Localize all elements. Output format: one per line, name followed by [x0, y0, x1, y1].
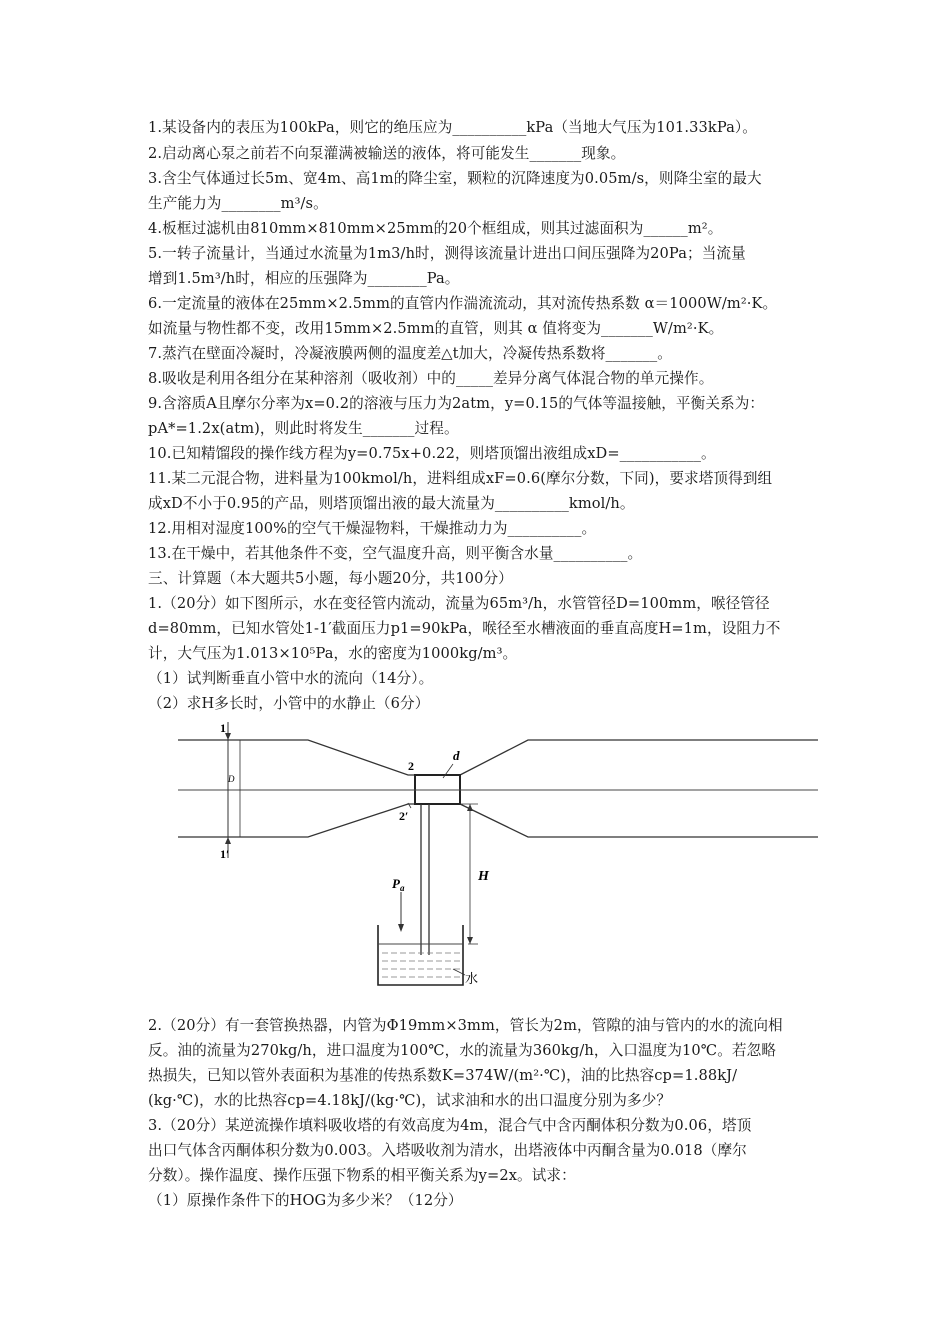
- problem-1-line: 计，大气压为1.013×10⁵Pa，水的密度为1000kg/m³。: [148, 645, 518, 662]
- question-line: 13.在干燥中，若其他条件不变，空气温度升高，则平衡含水量__________。: [148, 545, 643, 562]
- water-label: 水: [465, 971, 479, 986]
- problem-3-line: 出口气体含丙酮体积分数为0.003。入塔吸收剂为清水，出塔液体中丙酮含量为0.018（摩尔: [148, 1142, 747, 1159]
- atm-pressure-label: $P_a$: [392, 876, 405, 893]
- problem-1-line: d=80mm，已知水管处1-1′截面压力p1=90kPa，喉径至水槽液面的垂直高度H=1m，设阻力不: [148, 620, 781, 637]
- problem-1-line: 1.（20分）如下图所示，水在变径管内流动，流量为65m³/h，水管管径D=100mm，喉径管径: [148, 595, 770, 612]
- pipe-diameter-label: D: [228, 774, 235, 784]
- section-1-top-label: 1: [220, 721, 226, 735]
- question-line: 2.启动离心泵之前若不向泵灌满被输送的液体，将可能发生_______现象。: [148, 145, 626, 162]
- question-line: pA*=1.2x(atm)，则此时将发生_______过程。: [148, 420, 459, 437]
- problem-1-subquestion: （1）试判断垂直小管中水的流向（14分）。: [148, 670, 434, 687]
- question-line: 6.一定流量的液体在25mm×2.5mm的直管内作湍流流动，其对流传热系数 α＝1000W/m²·K。: [148, 295, 778, 312]
- problem-3-line: 3.（20分）某逆流操作填料吸收塔的有效高度为4m，混合气中含丙酮体积分数为0.06，塔顶: [148, 1117, 752, 1134]
- question-line: 9.含溶质A且摩尔分率为x=0.2的溶液与压力为2atm，y=0.15的气体等温接触，平衡关系为：: [148, 395, 765, 412]
- section-1-bottom-label: 1′: [220, 847, 230, 861]
- height-label: H: [478, 869, 489, 884]
- section-title: 三、计算题（本大题共5小题，每小题20分，共100分）: [148, 570, 513, 587]
- problem-3-subquestion: （1）原操作条件下的HOG为多少米？（12分）: [148, 1192, 463, 1209]
- question-line: 8.吸收是利用各组分在某种溶剂（吸收剂）中的_____差异分离气体混合物的单元操作。: [148, 370, 714, 387]
- problem-2-line: (kg·℃)，水的比热容cp=4.18kJ/(kg·℃)，试求油和水的出口温度分别为多少？: [148, 1092, 672, 1109]
- problem-3-line: 分数）。操作温度、操作压强下物系的相平衡关系为y=2x。试求：: [148, 1167, 576, 1184]
- problem-2-line: 热损失，已知以管外表面积为基准的传热系数K=374W/(m²·℃)，油的比热容cp=1.88kJ/: [148, 1067, 738, 1084]
- problem-2-line: 反。油的流量为270kg/h，进口温度为100℃，水的流量为360kg/h，入口温度为10℃。若忽略: [148, 1042, 777, 1059]
- question-line: 1.某设备内的表压为100kPa，则它的绝压应为__________kPa（当地大气压为101.33kPa）。: [148, 119, 757, 136]
- question-line: 5.一转子流量计，当通过水流量为1m3/h时，测得该流量计进出口间压强降为20Pa；当流量: [148, 245, 746, 262]
- question-line: 生产能力为________m³/s。: [148, 195, 328, 212]
- question-line: 成xD不小于0.95的产品，则塔顶馏出液的最大流量为__________kmol/h。: [148, 495, 635, 512]
- question-line: 11.某二元混合物，进料量为100kmol/h，进料组成xF=0.6(摩尔分数，下同)，要求塔顶得到组: [148, 470, 773, 487]
- pipe-lower-wall-right: [460, 804, 818, 837]
- section-2-prime-label: 2′: [399, 809, 409, 823]
- question-line: 4.板框过滤机由810mm×810mm×25mm的20个框组成，则其过滤面积为______m²。: [148, 220, 723, 237]
- pipe-upper-wall: [178, 740, 460, 775]
- problem-1-subquestion: （2）求H多长时，小管中的水静止（6分）: [148, 695, 430, 712]
- throat-diameter-label: d: [453, 748, 460, 763]
- question-line: 12.用相对湿度100%的空气干燥湿物料，干燥推动力为__________。: [148, 520, 597, 537]
- question-line: 10.已知精馏段的操作线方程为y=0.75x+0.22，则塔顶馏出液组成xD=___________。: [148, 445, 716, 462]
- problem-2-line: 2.（20分）有一套管换热器，内管为Φ19mm×3mm，管长为2m，管隙的油与管内的水的流向相: [148, 1017, 783, 1034]
- section-2-label: 2: [408, 759, 414, 773]
- question-line: 如流量与物性都不变，改用15mm×2.5mm的直管，则其 α 值将变为_______W/m²·K。: [148, 320, 724, 337]
- question-line: 3.含尘气体通过长5m、宽4m、高1m的降尘室，颗粒的沉降速度为0.05m/s，则降尘室的最大: [148, 170, 762, 187]
- question-line: 7.蒸汽在壁面冷凝时，冷凝液膜两侧的温度差△t加大，冷凝传热系数将_______。: [148, 345, 673, 362]
- pipe-upper-wall-right: [460, 740, 818, 775]
- pipe-lower-wall: [178, 804, 415, 837]
- question-line: 增到1.5m³/h时，相应的压强降为________Pa。: [148, 270, 460, 287]
- venturi-diagram: [178, 720, 818, 1000]
